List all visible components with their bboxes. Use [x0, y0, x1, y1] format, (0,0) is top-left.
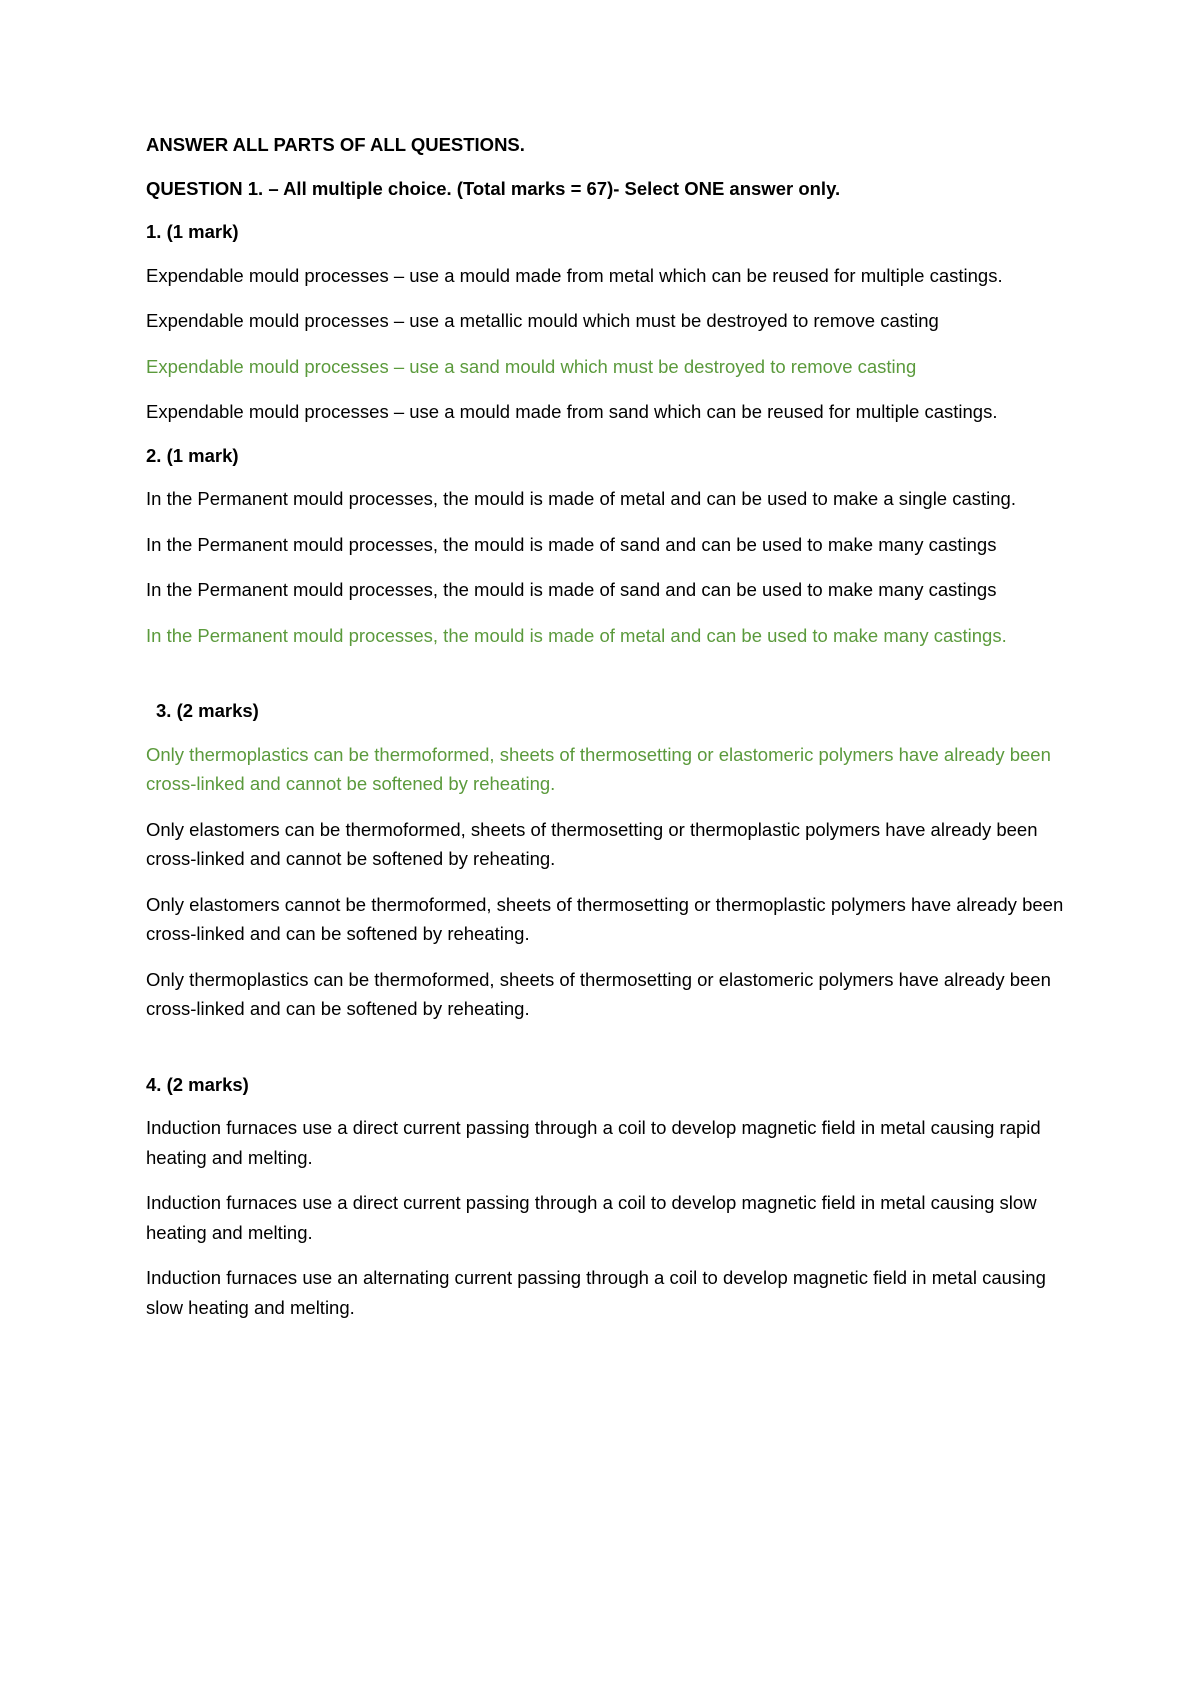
question-heading: 1. (1 mark): [146, 221, 239, 242]
answer-option: Induction furnaces use a direct current passing through a coil to develop magnetic field in metal causing slow heating and melting.: [146, 1192, 1037, 1243]
question-heading: 3. (2 marks): [156, 700, 259, 721]
answer-option: Induction furnaces use an alternating current passing through a coil to develop magnetic field in metal causing slow heating and melting.: [146, 1267, 1046, 1318]
answer-option: In the Permanent mould processes, the mould is made of metal and can be used to make a single casting.: [146, 488, 1016, 509]
answer-option-correct: In the Permanent mould processes, the mould is made of metal and can be used to make many castings.: [146, 624, 1007, 646]
question-heading: 2. (1 mark): [146, 444, 239, 466]
answer-option: Expendable mould processes – use a mould made from sand which can be reused for multiple castings.: [146, 401, 998, 422]
answer-option: Expendable mould processes – use a metallic mould which must be destroyed to remove casting: [146, 310, 939, 331]
answer-option-correct: Expendable mould processes – use a sand mould which must be destroyed to remove casting: [146, 355, 917, 377]
answer-option: Only elastomers can be thermoformed, sheets of thermosetting or thermoplastic polymers have already been cross-linked and cannot be softened by reheating.: [146, 818, 1038, 869]
answer-option: Induction furnaces use a direct current passing through a coil to develop magnetic field in metal causing rapid heating and melting.: [146, 1117, 1041, 1168]
answer-option-correct: Only thermoplastics can be thermoformed, sheets of thermosetting or elastomeric polymers have already been cross-linked and cannot be softened by reheating.: [146, 743, 1051, 794]
document-body: [146, 130, 1066, 1338]
answer-option: Expendable mould processes – use a mould made from metal which can be reused for multiple castings.: [146, 264, 1003, 286]
answer-option: Only thermoplastics can be thermoformed, sheets of thermosetting or elastomeric polymers have already been cross-linked and can be softened by reheating.: [146, 968, 1051, 1019]
question-title: QUESTION 1. – All multiple choice. (Total marks = 67)- Select ONE answer only.: [146, 177, 841, 199]
answer-option: In the Permanent mould processes, the mould is made of sand and can be used to make many castings: [146, 579, 997, 600]
question-heading: 4. (2 marks): [146, 1073, 249, 1095]
answer-option: Only elastomers cannot be thermoformed, sheets of thermosetting or thermoplastic polymers have already been cross-linked and can be softened by reheating.: [146, 893, 1064, 944]
answer-option: In the Permanent mould processes, the mould is made of sand and can be used to make many castings: [146, 533, 997, 555]
instruction-heading: ANSWER ALL PARTS OF ALL QUESTIONS.: [146, 134, 525, 155]
